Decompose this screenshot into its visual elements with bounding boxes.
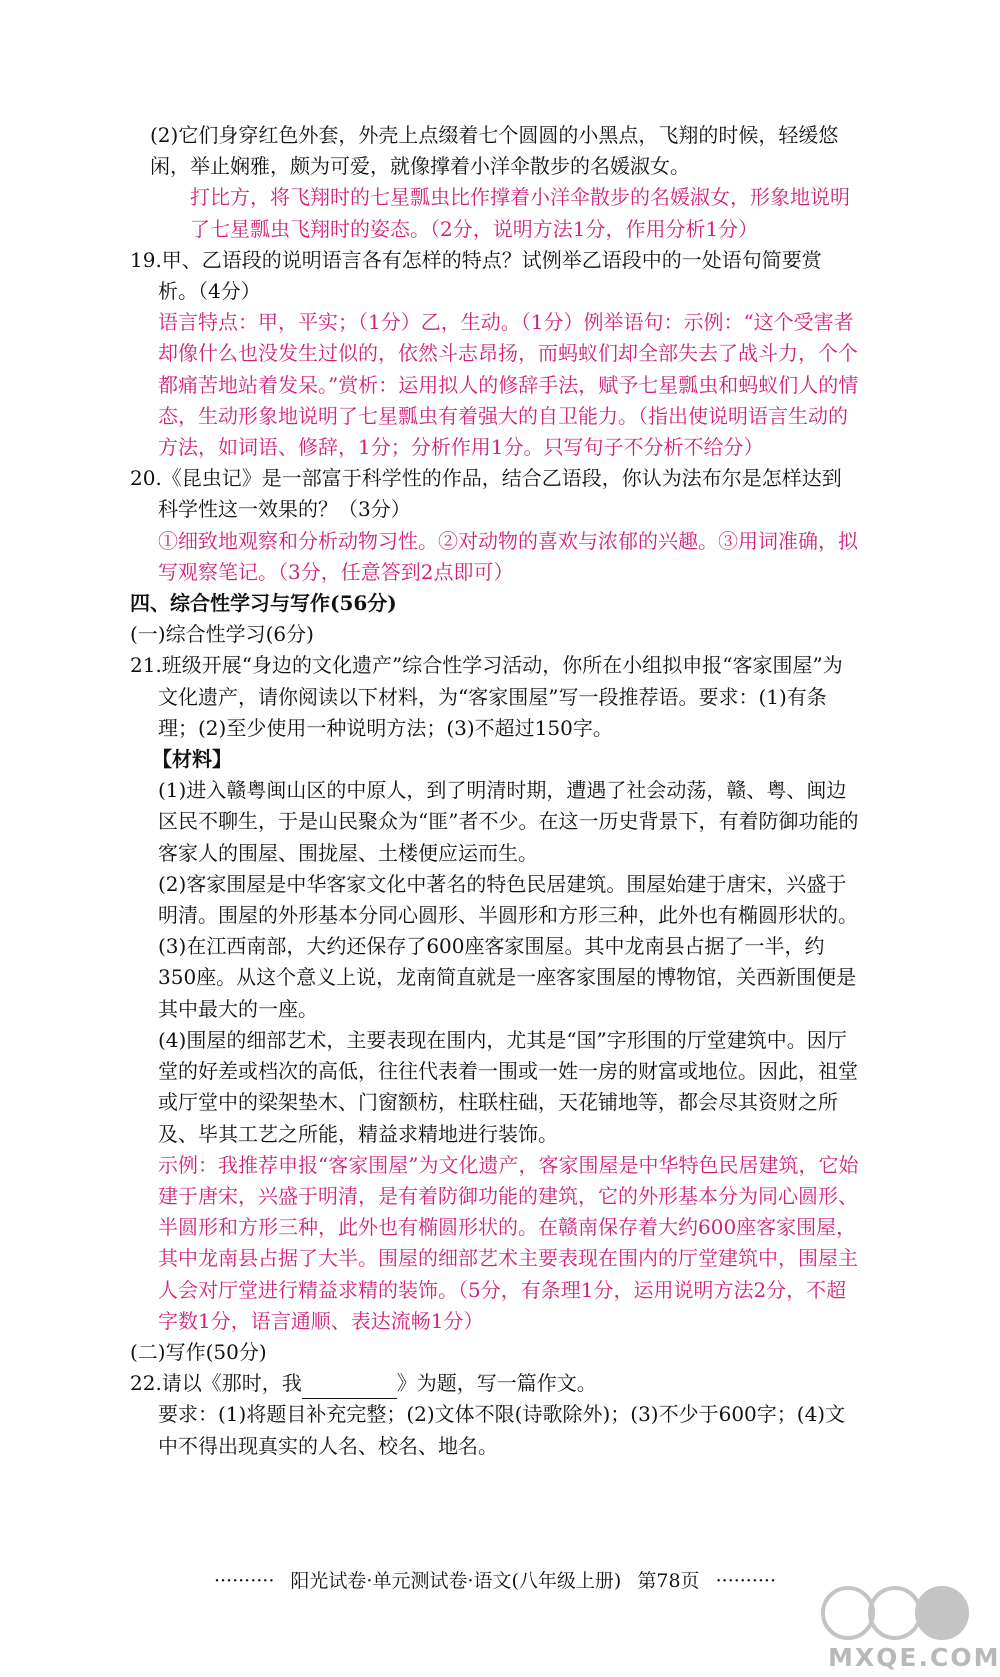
material-1: (1)进入赣粤闽山区的中原人，到了明清时期，遭遇了社会动荡，赣、粤、闽边区民不聊生，于是山民聚众为“匪”者不少。在这一历史背景下，有着防御功能的客家人的围屋、围拢屋、土楼便应运而生。 — [158, 778, 859, 865]
title-blank — [302, 1376, 397, 1399]
question-22 — [130, 1368, 860, 1399]
section-4-sub2: (二)写作(50分) — [130, 1339, 267, 1364]
page-content — [130, 120, 860, 1462]
section-4-sub1: (一)综合性学习(6分) — [130, 622, 314, 647]
watermark-logo-icon — [820, 1585, 970, 1641]
question-22-requirements: 要求：(1)将题目补充完整；(2)文体不限(诗歌除外)；(3)不少于600字；(4)文中不得出现真实的人名、校名、地名。 — [158, 1402, 846, 1458]
footer-title: 阳光试卷·单元测试卷·语文(八年级上册) — [290, 1570, 622, 1592]
material-3: (3)在江西南部，大约还保存了600座客家围屋。其中龙南县占据了一半，约350座。从这个意义上说，龙南简直就是一座客家围屋的博物馆，关西新围便是其中最大的一座。 — [158, 934, 857, 1021]
material-4: (4)围屋的细部艺术，主要表现在围内，尤其是“国”字形围的厅堂建筑中。因厅堂的好差或档次的高低，往往代表着一围或一姓一房的财富或地位。因此，祖堂或厅堂中的梁架垫木、门窗额枋，柱联柱础，天花铺地等，都会尽其资财之所及、毕其工艺之所能，精益求精地进行装饰。 — [158, 1027, 858, 1146]
page-footer — [130, 1566, 860, 1593]
answer-19: 语言特点：甲，平实；（1分）乙，生动。（1分）例举语句：示例：“这个受害者却像什么也没发生过似的，依然斗志昂扬，而蚂蚁们却全部失去了战斗力，个个都痛苦地站着发呆。”赏析：运用拟人的修辞手法，赋予七星瓢虫和蚂蚁们人的情态，生动形象地说明了七星瓢虫有着强大的自卫能力。（指出使说明语言生动的方法，如词语、修辞，1分；分析作用1分。只写句子不分析不给分） — [158, 310, 859, 460]
answer-18-2: 打比方，将飞翔时的七星瓢虫比作撑着小洋伞散步的名媛淑女，形象地说明了七星瓢虫飞翔时的姿态。（2分，说明方法1分，作用分析1分） — [190, 185, 850, 241]
material-2: (2)客家围屋是中华客家文化中著名的特色民居建筑。围屋始建于唐宋，兴盛于明清。围屋的外形基本分同心圆形、半圆形和方形三种，此外也有椭圆形状的。 — [158, 871, 858, 928]
question-18-2: (2)它们身穿红色外套，外壳上点缀着七个圆圆的小黑点，飞翔的时候，轻缓悠闲，举止娴雅，颇为可爱，就像撑着小洋伞散步的名媛淑女。 — [150, 123, 839, 179]
answer-21: 示例：我推荐申报“客家围屋”为文化遗产，客家围屋是中华特色民居建筑，它始建于唐宋，兴盛于明清，是有着防御功能的建筑，它的外形基本分为同心圆形、半圆形和方形三种，此外也有椭圆形状的。在赣南保存着大约600座客家围屋，其中龙南县占据了大半。围屋的细部艺术主要表现在围内的厅堂建筑中，围屋主人会对厅堂进行精益求精的装饰。（5分，有条理1分，运用说明方法2分，不超字数1分，语言通顺、表达流畅1分） — [158, 1152, 859, 1333]
answer-20: ①细致地观察和分析动物习性。②对动物的喜欢与浓郁的兴趣。③用词准确，拟写观察笔记。（3分，任意答到2点即可） — [158, 528, 858, 584]
watermark — [820, 1585, 1000, 1675]
question-22-suffix: 》为题，写一篇作文。 — [396, 1371, 597, 1396]
question-21: 21.班级开展“身边的文化遗产”综合性学习活动，你所在小组拟申报“客家围屋”为文化遗产，请你阅读以下材料，为“客家围屋”写一段推荐语。要求：(1)有条理；(2)至少使用一种说明方法；(3)不超过150字。 — [130, 653, 843, 740]
footer-dots-left: ·········· — [213, 1570, 275, 1592]
footer-dots-right: ·········· — [715, 1570, 777, 1592]
question-19: 19.甲、乙语段的说明语言各有怎样的特点？试例举乙语段中的一处语句简要赏析。（4分） — [130, 247, 822, 304]
watermark-url: MXQE.COM — [828, 1643, 1000, 1672]
question-22-prefix: 22.请以《那时，我 — [130, 1371, 302, 1396]
footer-page-number: 第78页 — [637, 1570, 700, 1592]
material-label: 【材料】 — [152, 747, 232, 772]
section-4-title: 四、综合性学习与写作(56分) — [130, 591, 397, 616]
question-20: 20.《昆虫记》是一部富于科学性的作品，结合乙语段，你认为法布尔是怎样达到科学性这一效果的？（3分） — [130, 466, 842, 522]
